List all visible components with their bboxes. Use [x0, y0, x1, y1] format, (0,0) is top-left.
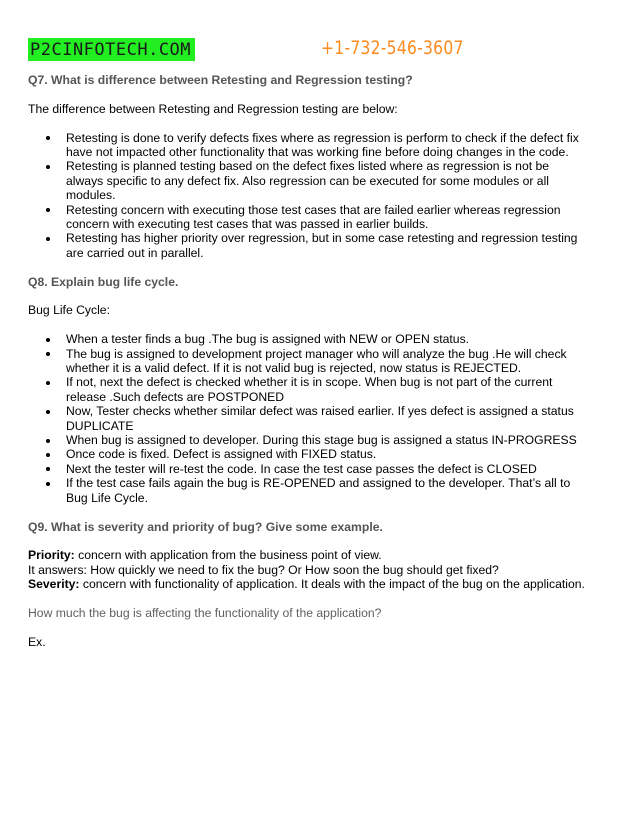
severity-label: Severity: — [28, 577, 80, 592]
q7-bullet-list — [28, 131, 588, 261]
list-item: When a tester finds a bug .The bug is assigned with NEW or OPEN status. — [28, 332, 588, 346]
list-item: If the test case fails again the bug is RE-OPENED and assigned to the developer. That’s all to Bug Life Cycle. — [28, 476, 588, 505]
impact-question: How much the bug is affecting the functionality of the application? — [28, 605, 382, 620]
question-q8: Q8. Explain bug life cycle. — [28, 274, 179, 289]
page-header — [28, 38, 628, 62]
list-item: When bug is assigned to developer. During this stage bug is assigned a status IN-PROGRESS — [28, 433, 588, 447]
list-item: If not, next the defect is checked whether it is in scope. When bug is not part of the current release .Such defects are POSTPONED — [28, 375, 588, 404]
question-q7: Q7. What is difference between Retesting and Regression testing? — [28, 73, 413, 87]
list-item: Next the tester will re-test the code. In case the test case passes the defect is CLOSED — [28, 462, 588, 476]
phone-number: +1-732-546-3607 — [321, 37, 464, 59]
severity-definition — [28, 577, 588, 591]
question-q9: Q9. What is severity and priority of bug? Give some example. — [28, 519, 383, 534]
list-item: Retesting has higher priority over regression, but in some case retesting and regression testing are carried out in parallel. — [28, 231, 588, 260]
priority-label: Priority: — [28, 548, 75, 563]
list-item: Retesting is planned testing based on the defect fixes listed where as regression is not be always specific to any defect fix. Also regression can be executed for some modules or all modules. — [28, 159, 588, 202]
brand-logo: P2CINFOTECH.COM — [28, 38, 195, 61]
document-body — [28, 73, 588, 649]
severity-text: concern with functionality of application. It deals with the impact of the bug on the application. — [79, 577, 585, 592]
example-label: Ex. — [28, 634, 46, 649]
q8-bullet-list — [28, 332, 588, 505]
q7-intro: The difference between Retesting and Regression testing are below: — [28, 101, 398, 116]
q8-intro: Bug Life Cycle: — [28, 303, 110, 318]
list-item: Retesting is done to verify defects fixes where as regression is perform to check if the defect fix have not impacted other functionality that was working fine before doing changes in the code. — [28, 131, 588, 160]
priority-definition — [28, 548, 588, 562]
list-item: The bug is assigned to development project manager who will analyze the bug .He will check whether it is a valid defect. If it is not valid bug is rejected, now status is REJECTED. — [28, 347, 588, 376]
list-item: Retesting concern with executing those test cases that are failed earlier whereas regression concern with executing test cases that was passed in earlier builds. — [28, 203, 588, 232]
list-item: Once code is fixed. Defect is assigned with FIXED status. — [28, 447, 588, 461]
priority-text: concern with application from the business point of view. — [74, 548, 382, 563]
answers-line: It answers: How quickly we need to fix the bug? Or How soon the bug should get fixed? — [28, 562, 499, 577]
list-item: Now, Tester checks whether similar defect was raised earlier. If yes defect is assigned a status DUPLICATE — [28, 404, 588, 433]
